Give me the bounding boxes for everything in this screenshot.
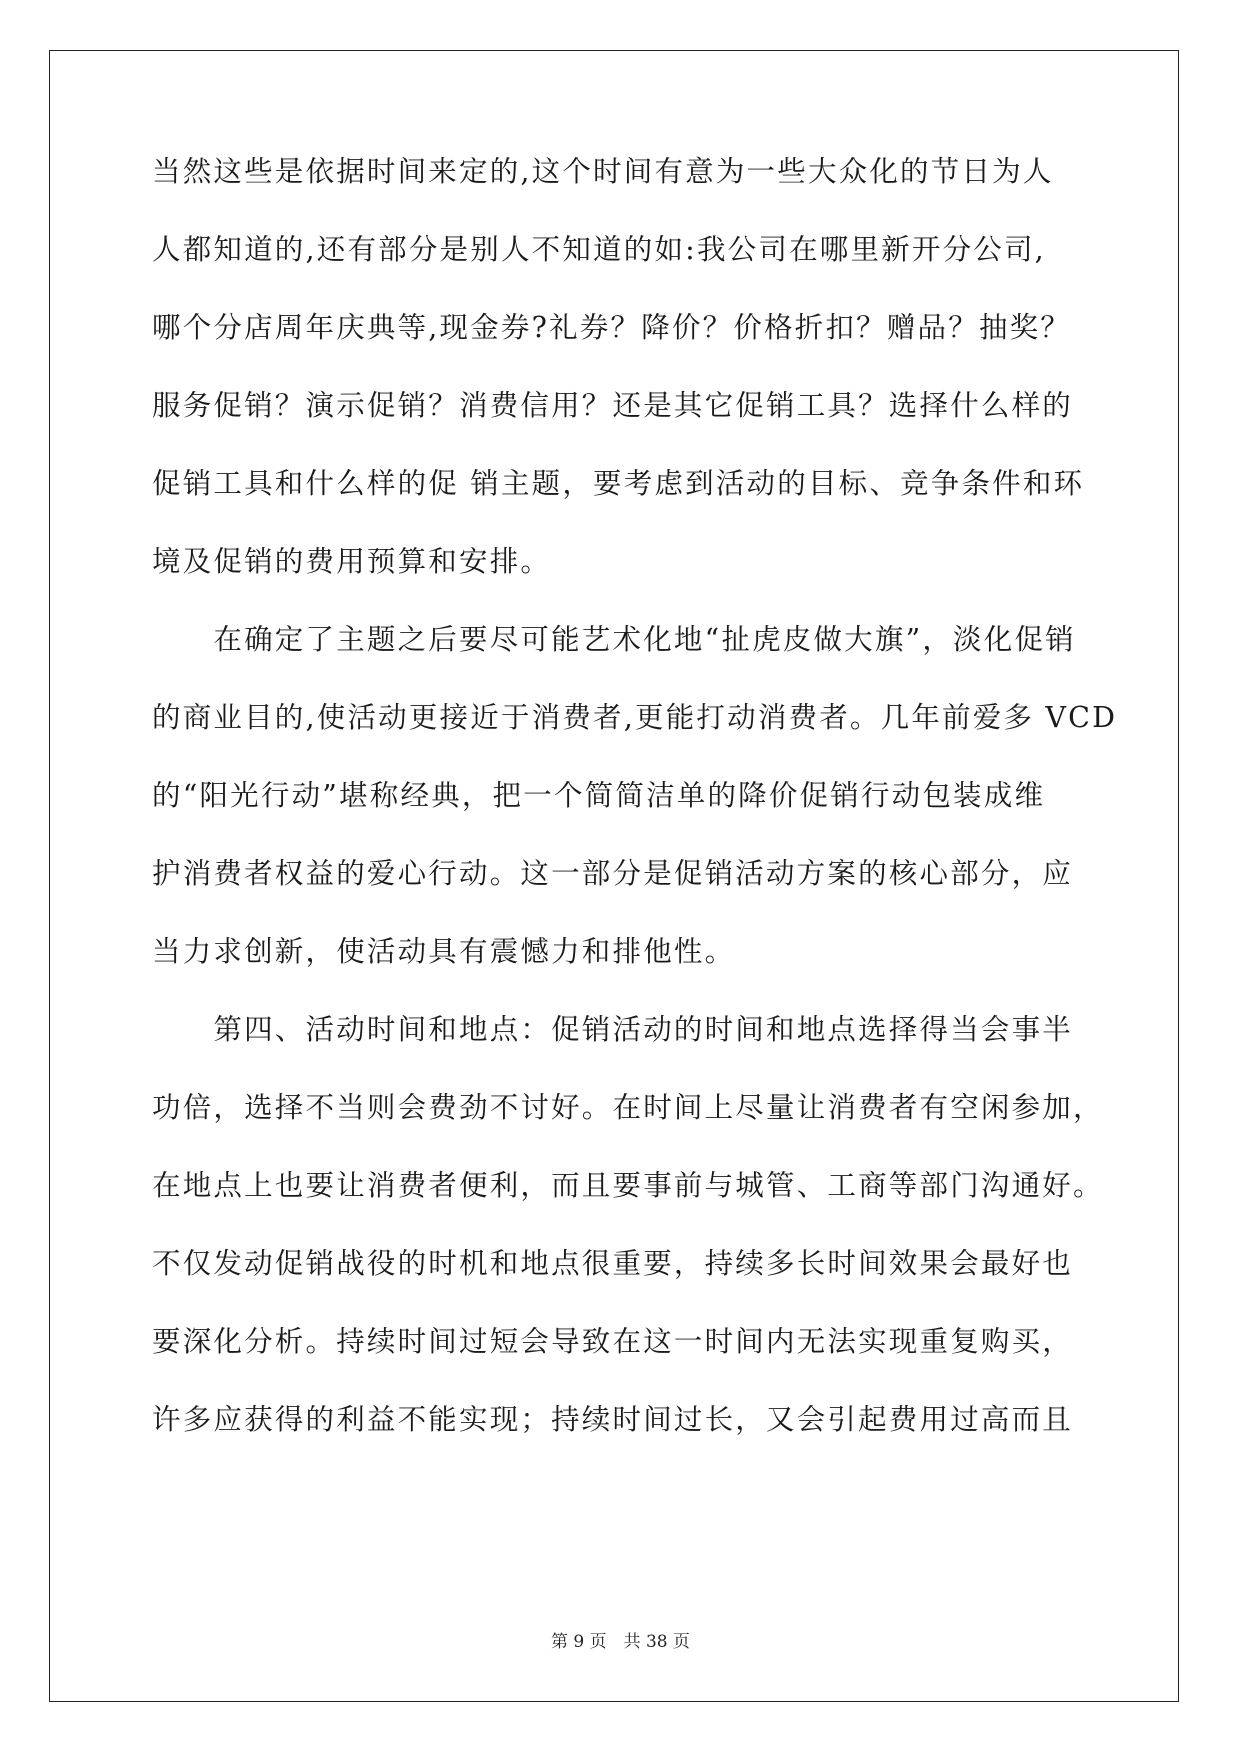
text-line: 的“阳光行动”堪称经典，把一个简简洁单的降价促销行动包装成维 [152, 779, 1046, 812]
text-line: 境及促销的费用预算和安排。 [152, 545, 552, 578]
text-line: 要深化分析。持续时间过短会导致在这一时间内无法实现重复购买， [152, 1325, 1074, 1358]
text-line: 的商业目的,使活动更接近于消费者,更能打动消费者。几年前爱多 VCD [152, 701, 1118, 734]
text-line: 哪个分店周年庆典等,现金券?礼券？降价？价格折扣？赠品？抽奖？ [152, 311, 1072, 344]
text-line: 促销工具和什么样的促 销主题，要考虑到活动的目标、竞争条件和环 [152, 467, 1085, 500]
text-line: 在确定了主题之后要尽可能艺术化地“扯虎皮做大旗”，淡化促销 [152, 623, 1076, 656]
page-number: 第 9 页 共 38 页 [550, 1632, 691, 1652]
text-line: 护消费者权益的爱心行动。这一部分是促销活动方案的核心部分，应 [152, 857, 1074, 890]
text-line: 服务促销？演示促销？消费信用？还是其它促销工具？选择什么样的 [152, 389, 1074, 422]
text-line: 许多应获得的利益不能实现；持续时间过长，又会引起费用过高而且 [152, 1403, 1074, 1436]
text-line: 不仅发动促销战役的时机和地点很重要，持续多长时间效果会最好也 [152, 1247, 1074, 1280]
text-line: 当力求创新，使活动具有震憾力和排他性。 [152, 935, 736, 968]
text-line: 当然这些是依据时间来定的,这个时间有意为一些大众化的节日为人 [152, 155, 1054, 188]
text-line: 第四、活动时间和地点：促销活动的时间和地点选择得当会事半 [152, 1013, 1074, 1046]
text-line: 功倍，选择不当则会费劲不讨好。在时间上尽量让消费者有空闲参加， [152, 1091, 1104, 1124]
text-line: 人都知道的,还有部分是别人不知道的如:我公司在哪里新开分公司, [152, 233, 1046, 266]
text-line: 在地点上也要让消费者便利，而且要事前与城管、工商等部门沟通好。 [152, 1169, 1104, 1202]
